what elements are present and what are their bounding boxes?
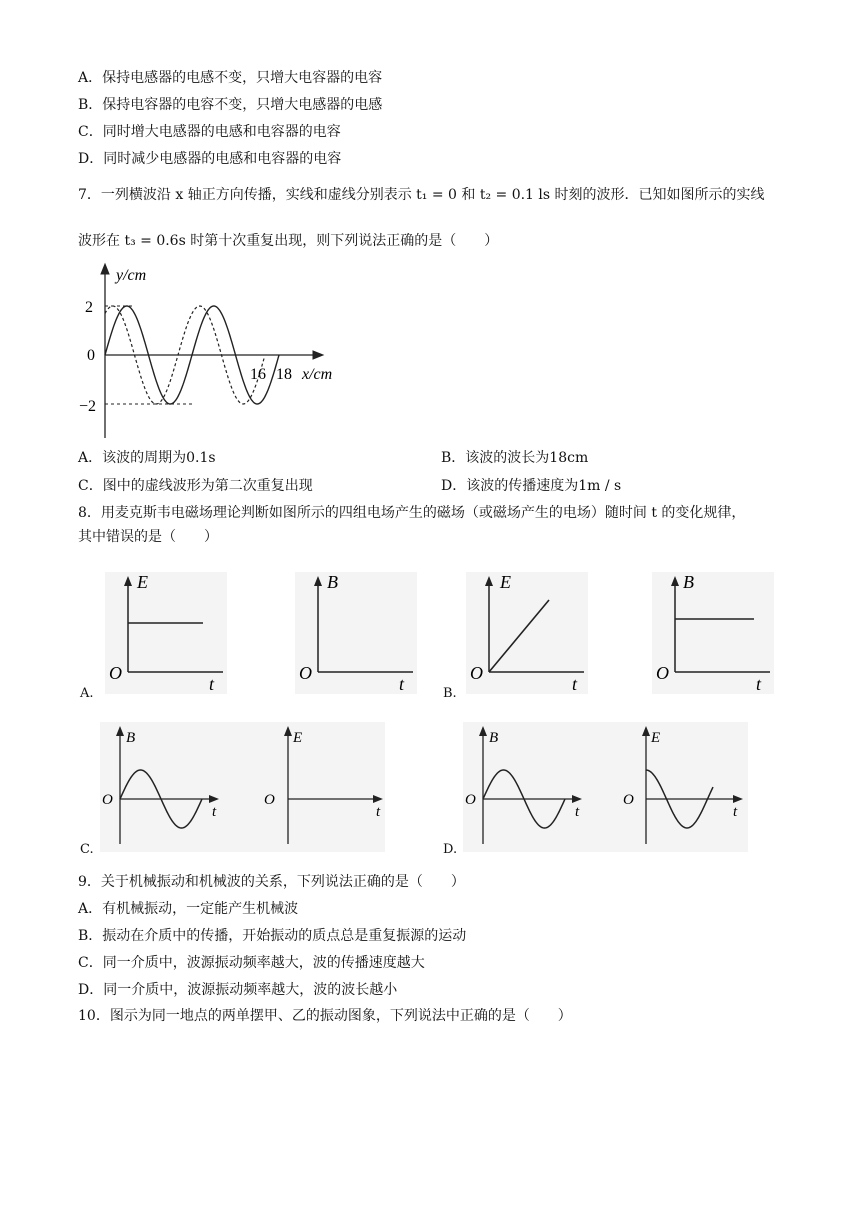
- svg-text:E: E: [293, 730, 303, 746]
- svg-text:O: O: [656, 663, 669, 683]
- svg-text:E: E: [651, 730, 661, 746]
- q8-label-c: C.: [80, 842, 94, 857]
- q8-a-e-panel: [105, 572, 227, 694]
- svg-text:B: B: [327, 572, 338, 592]
- q8-stem-line2: 其中错误的是（ ）: [78, 529, 218, 545]
- q7-y-tick-2: 2: [85, 299, 93, 316]
- q8-label-b: B.: [443, 686, 457, 701]
- svg-text:t: t: [575, 804, 580, 820]
- q7-y-tick-neg2: −2: [79, 398, 97, 415]
- q8-a-b-panel: [295, 572, 417, 694]
- svg-text:O: O: [102, 792, 113, 808]
- q9-option-d: D．同一介质中，波源振动频率越大，波的波长越小: [78, 982, 398, 998]
- q7-option-d: D．该波的传播速度为1m / s: [441, 478, 622, 494]
- q7-x-tick-16: 16: [250, 366, 266, 383]
- q7-y-tick-0: 0: [87, 347, 95, 364]
- q7-option-c: C．图中的虚线波形为第二次重复出现: [78, 478, 313, 494]
- svg-text:t: t: [209, 674, 215, 694]
- q9-option-a: A．有机械振动，一定能产生机械波: [78, 901, 299, 917]
- svg-text:B: B: [126, 730, 136, 746]
- svg-text:t: t: [572, 674, 578, 694]
- svg-text:B: B: [489, 730, 499, 746]
- q9-stem: 9．关于机械振动和机械波的关系，下列说法正确的是（ ）: [78, 874, 465, 890]
- q9-option-c: C．同一介质中，波源振动频率越大，波的传播速度越大: [78, 955, 425, 971]
- svg-text:E: E: [500, 572, 511, 592]
- q6-option-d: D．同时减少电感器的电感和电容器的电容: [78, 151, 342, 167]
- q7-x-axis-label: x/cm: [302, 366, 333, 383]
- q7-stem-line1: 7．一列横波沿 x 轴正方向传播，实线和虚线分别表示 t₁ = 0 和 t₂ = 0.1 ls 时刻的波形．已知如图所示的实线: [78, 187, 765, 203]
- svg-text:t: t: [733, 804, 738, 820]
- q8-label-d: D.: [443, 842, 458, 857]
- q7-option-b: B．该波的波长为18cm: [441, 450, 589, 466]
- q7-stem-line2: 波形在 t₃ = 0.6s 时第十次重复出现，则下列说法正确的是（ ）: [78, 233, 499, 249]
- q9-option-b: B．振动在介质中的传播，开始振动的质点总是重复振源的运动: [78, 928, 467, 944]
- q10-stem: 10．图示为同一地点的两单摆甲、乙的振动图象，下列说法中正确的是（ ）: [78, 1008, 572, 1024]
- q8-stem-line1: 8．用麦克斯韦电磁场理论判断如图所示的四组电场产生的磁场（或磁场产生的电场）随时间 t 的变化规律，: [78, 505, 746, 521]
- q6-option-c: C．同时增大电感器的电感和电容器的电容: [78, 124, 341, 140]
- svg-text:O: O: [264, 792, 275, 808]
- svg-text:O: O: [470, 663, 483, 683]
- q7-wave-figure: [79, 262, 352, 442]
- svg-text:O: O: [299, 663, 312, 683]
- q7-y-axis-label: y/cm: [116, 267, 147, 284]
- q6-option-b: B．保持电容器的电容不变，只增大电感器的电感: [78, 97, 383, 113]
- q8-b-e-panel: [466, 572, 588, 694]
- q7-option-a: A．该波的周期为0.1s: [78, 450, 216, 466]
- svg-text:O: O: [109, 663, 122, 683]
- q8-d-panel: [463, 722, 748, 852]
- q6-option-a: A．保持电感器的电感不变，只增大电容器的电容: [78, 70, 383, 86]
- q8-b-b-panel: [652, 572, 774, 694]
- svg-text:O: O: [465, 792, 476, 808]
- svg-text:t: t: [212, 804, 217, 820]
- svg-text:O: O: [623, 792, 634, 808]
- q8-label-a: A.: [80, 686, 94, 701]
- svg-text:t: t: [756, 674, 762, 694]
- svg-text:E: E: [137, 572, 148, 592]
- q8-c-panel: [100, 722, 385, 852]
- svg-text:t: t: [399, 674, 405, 694]
- svg-text:B: B: [683, 572, 694, 592]
- q7-x-tick-18: 18: [276, 366, 292, 383]
- svg-text:t: t: [376, 804, 381, 820]
